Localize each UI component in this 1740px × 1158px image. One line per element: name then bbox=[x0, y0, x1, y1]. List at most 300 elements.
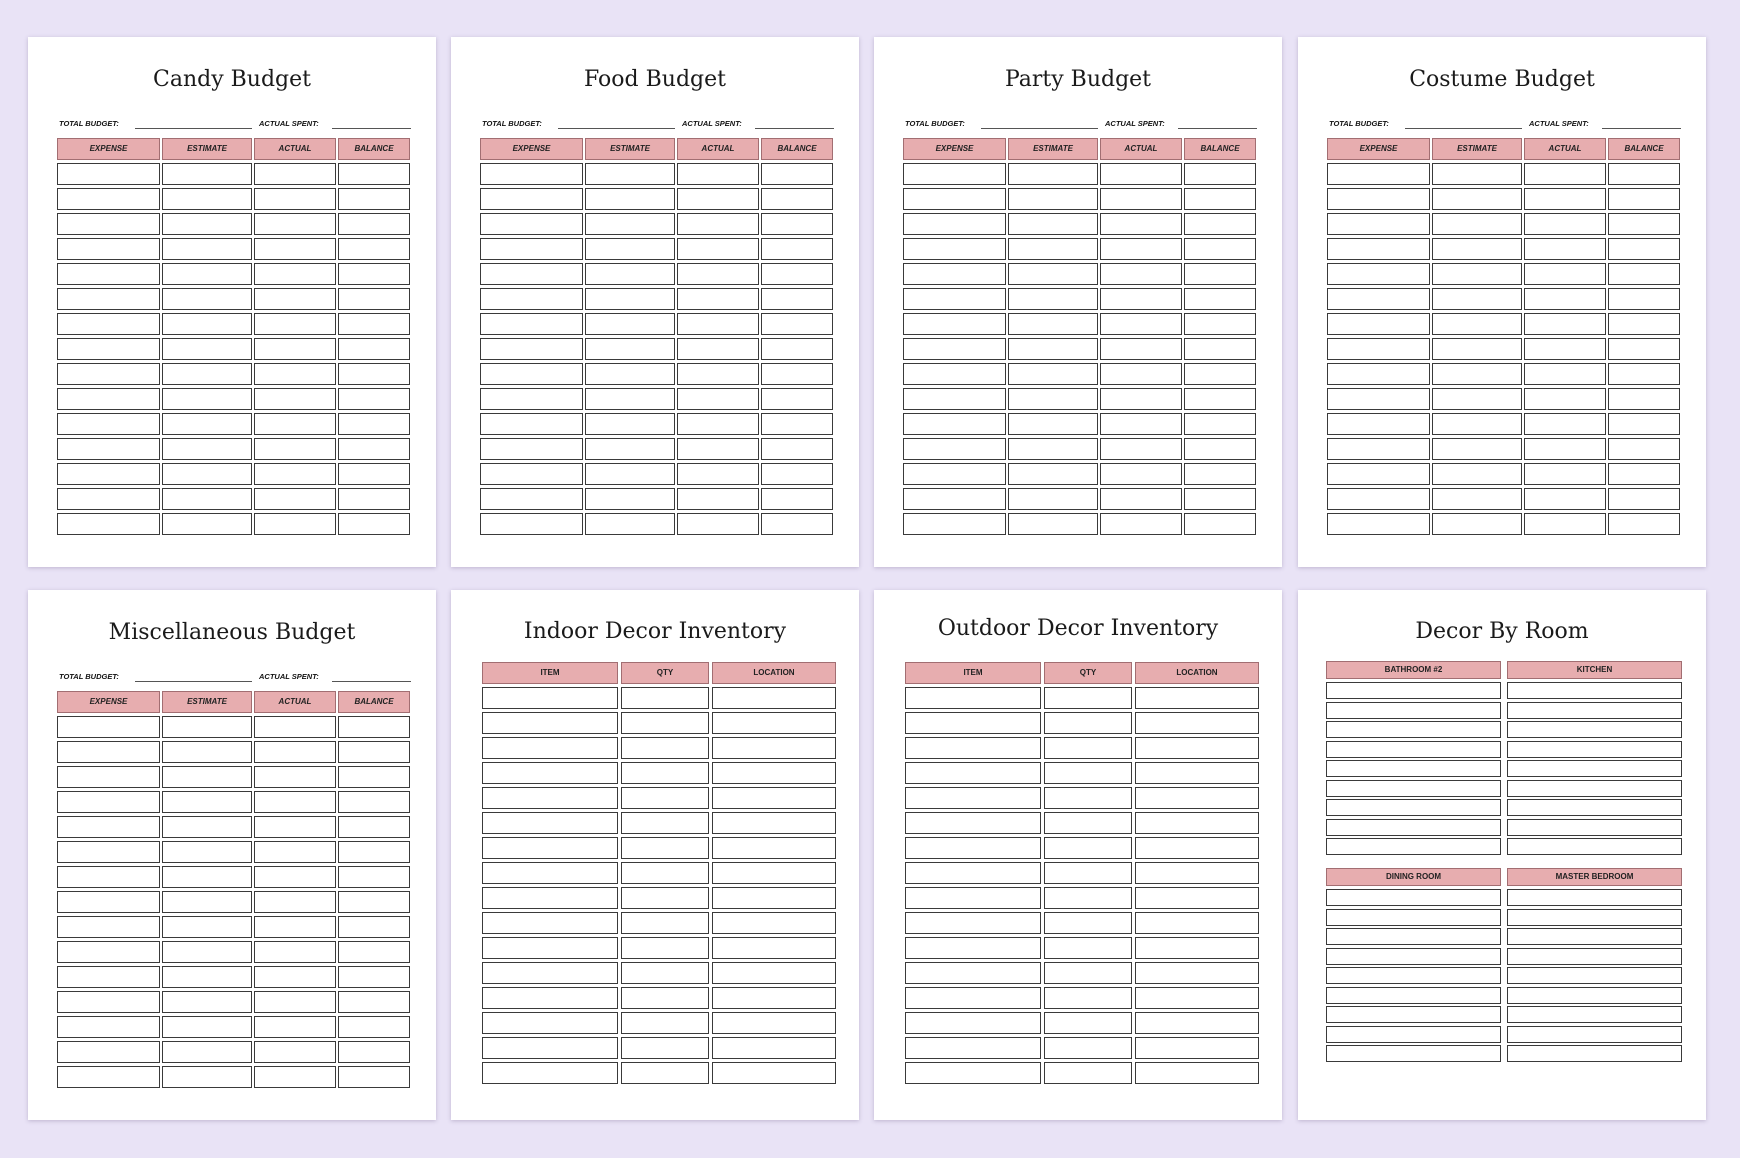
table-cell-item[interactable] bbox=[482, 1037, 618, 1059]
table-cell-balance[interactable] bbox=[1184, 463, 1256, 485]
table-cell-estimate[interactable] bbox=[162, 188, 252, 210]
table-cell-balance[interactable] bbox=[761, 263, 833, 285]
table-cell-balance[interactable] bbox=[1608, 513, 1680, 535]
table-cell-balance[interactable] bbox=[761, 488, 833, 510]
table-cell-expense[interactable] bbox=[57, 363, 160, 385]
table-cell-actual[interactable] bbox=[254, 816, 336, 838]
table-cell-actual[interactable] bbox=[1524, 263, 1606, 285]
table-cell-actual[interactable] bbox=[254, 966, 336, 988]
table-cell-location[interactable] bbox=[712, 912, 836, 934]
table-cell-estimate[interactable] bbox=[1432, 188, 1522, 210]
table-cell-balance[interactable] bbox=[1184, 338, 1256, 360]
table-cell-qty[interactable] bbox=[621, 712, 709, 734]
room-line[interactable] bbox=[1326, 1026, 1501, 1043]
table-cell-estimate[interactable] bbox=[1008, 413, 1098, 435]
table-cell-balance[interactable] bbox=[338, 891, 410, 913]
table-cell-balance[interactable] bbox=[338, 263, 410, 285]
table-cell-balance[interactable] bbox=[761, 288, 833, 310]
table-cell-balance[interactable] bbox=[761, 438, 833, 460]
table-cell-actual[interactable] bbox=[677, 163, 759, 185]
room-line[interactable] bbox=[1326, 721, 1501, 738]
table-cell-expense[interactable] bbox=[57, 1041, 160, 1063]
table-cell-actual[interactable] bbox=[254, 338, 336, 360]
total-budget-field[interactable] bbox=[981, 128, 1098, 129]
table-cell-balance[interactable] bbox=[338, 163, 410, 185]
table-cell-actual[interactable] bbox=[1524, 238, 1606, 260]
table-cell-expense[interactable] bbox=[480, 413, 583, 435]
table-cell-expense[interactable] bbox=[903, 438, 1006, 460]
table-cell-actual[interactable] bbox=[1524, 488, 1606, 510]
table-cell-actual[interactable] bbox=[1524, 513, 1606, 535]
table-cell-actual[interactable] bbox=[1524, 413, 1606, 435]
table-cell-estimate[interactable] bbox=[585, 438, 675, 460]
table-cell-actual[interactable] bbox=[677, 288, 759, 310]
table-cell-location[interactable] bbox=[1135, 1037, 1259, 1059]
table-cell-balance[interactable] bbox=[338, 463, 410, 485]
table-cell-actual[interactable] bbox=[254, 916, 336, 938]
table-cell-item[interactable] bbox=[482, 987, 618, 1009]
table-cell-actual[interactable] bbox=[677, 213, 759, 235]
table-cell-actual[interactable] bbox=[1524, 363, 1606, 385]
table-cell-item[interactable] bbox=[482, 912, 618, 934]
table-cell-balance[interactable] bbox=[1184, 513, 1256, 535]
room-line[interactable] bbox=[1507, 987, 1682, 1004]
table-cell-actual[interactable] bbox=[254, 1066, 336, 1088]
table-cell-estimate[interactable] bbox=[162, 363, 252, 385]
table-cell-actual[interactable] bbox=[1524, 388, 1606, 410]
table-cell-location[interactable] bbox=[712, 737, 836, 759]
room-line[interactable] bbox=[1507, 780, 1682, 797]
table-cell-balance[interactable] bbox=[1608, 288, 1680, 310]
table-cell-estimate[interactable] bbox=[162, 991, 252, 1013]
table-cell-actual[interactable] bbox=[1100, 188, 1182, 210]
table-cell-actual[interactable] bbox=[1100, 388, 1182, 410]
table-cell-qty[interactable] bbox=[1044, 937, 1132, 959]
table-cell-estimate[interactable] bbox=[1008, 463, 1098, 485]
table-cell-qty[interactable] bbox=[1044, 762, 1132, 784]
table-cell-expense[interactable] bbox=[903, 163, 1006, 185]
room-line[interactable] bbox=[1326, 702, 1501, 719]
table-cell-estimate[interactable] bbox=[1008, 263, 1098, 285]
table-cell-balance[interactable] bbox=[338, 213, 410, 235]
table-cell-estimate[interactable] bbox=[162, 841, 252, 863]
table-cell-qty[interactable] bbox=[621, 887, 709, 909]
actual-spent-field[interactable] bbox=[332, 128, 411, 129]
table-cell-actual[interactable] bbox=[1524, 188, 1606, 210]
table-cell-actual[interactable] bbox=[1100, 213, 1182, 235]
table-cell-balance[interactable] bbox=[338, 866, 410, 888]
room-line[interactable] bbox=[1507, 760, 1682, 777]
table-cell-actual[interactable] bbox=[1100, 438, 1182, 460]
table-cell-balance[interactable] bbox=[338, 413, 410, 435]
table-cell-expense[interactable] bbox=[57, 841, 160, 863]
table-cell-balance[interactable] bbox=[1608, 463, 1680, 485]
table-cell-estimate[interactable] bbox=[162, 388, 252, 410]
table-cell-actual[interactable] bbox=[254, 188, 336, 210]
table-cell-balance[interactable] bbox=[761, 463, 833, 485]
table-cell-estimate[interactable] bbox=[585, 188, 675, 210]
table-cell-balance[interactable] bbox=[338, 313, 410, 335]
table-cell-balance[interactable] bbox=[1184, 413, 1256, 435]
table-cell-expense[interactable] bbox=[1327, 413, 1430, 435]
table-cell-expense[interactable] bbox=[480, 288, 583, 310]
table-cell-balance[interactable] bbox=[338, 966, 410, 988]
table-cell-expense[interactable] bbox=[57, 791, 160, 813]
table-cell-actual[interactable] bbox=[1100, 263, 1182, 285]
table-cell-expense[interactable] bbox=[903, 313, 1006, 335]
table-cell-balance[interactable] bbox=[338, 388, 410, 410]
table-cell-actual[interactable] bbox=[1524, 463, 1606, 485]
room-line[interactable] bbox=[1326, 967, 1501, 984]
table-cell-expense[interactable] bbox=[903, 288, 1006, 310]
table-cell-item[interactable] bbox=[482, 937, 618, 959]
table-cell-balance[interactable] bbox=[1608, 488, 1680, 510]
table-cell-estimate[interactable] bbox=[1432, 288, 1522, 310]
table-cell-estimate[interactable] bbox=[162, 791, 252, 813]
table-cell-estimate[interactable] bbox=[1008, 288, 1098, 310]
table-cell-balance[interactable] bbox=[761, 238, 833, 260]
table-cell-estimate[interactable] bbox=[1432, 263, 1522, 285]
table-cell-qty[interactable] bbox=[621, 912, 709, 934]
table-cell-balance[interactable] bbox=[1184, 363, 1256, 385]
table-cell-expense[interactable] bbox=[903, 213, 1006, 235]
table-cell-estimate[interactable] bbox=[1008, 213, 1098, 235]
table-cell-expense[interactable] bbox=[903, 238, 1006, 260]
table-cell-estimate[interactable] bbox=[162, 966, 252, 988]
room-line[interactable] bbox=[1326, 1045, 1501, 1062]
table-cell-actual[interactable] bbox=[1100, 363, 1182, 385]
actual-spent-field[interactable] bbox=[1178, 128, 1257, 129]
table-cell-location[interactable] bbox=[1135, 887, 1259, 909]
table-cell-actual[interactable] bbox=[254, 766, 336, 788]
table-cell-estimate[interactable] bbox=[162, 513, 252, 535]
table-cell-item[interactable] bbox=[905, 837, 1041, 859]
table-cell-item[interactable] bbox=[905, 862, 1041, 884]
table-cell-expense[interactable] bbox=[57, 288, 160, 310]
table-cell-estimate[interactable] bbox=[162, 716, 252, 738]
table-cell-balance[interactable] bbox=[761, 363, 833, 385]
table-cell-estimate[interactable] bbox=[1008, 513, 1098, 535]
table-cell-expense[interactable] bbox=[1327, 388, 1430, 410]
table-cell-estimate[interactable] bbox=[1008, 363, 1098, 385]
table-cell-actual[interactable] bbox=[254, 163, 336, 185]
room-line[interactable] bbox=[1326, 1006, 1501, 1023]
table-cell-expense[interactable] bbox=[480, 213, 583, 235]
table-cell-estimate[interactable] bbox=[1432, 213, 1522, 235]
table-cell-location[interactable] bbox=[1135, 1062, 1259, 1084]
room-line[interactable] bbox=[1507, 909, 1682, 926]
table-cell-estimate[interactable] bbox=[162, 866, 252, 888]
table-cell-actual[interactable] bbox=[1100, 238, 1182, 260]
table-cell-expense[interactable] bbox=[1327, 188, 1430, 210]
table-cell-estimate[interactable] bbox=[585, 338, 675, 360]
table-cell-balance[interactable] bbox=[1184, 263, 1256, 285]
table-cell-actual[interactable] bbox=[254, 413, 336, 435]
table-cell-estimate[interactable] bbox=[585, 313, 675, 335]
table-cell-balance[interactable] bbox=[1184, 213, 1256, 235]
table-cell-balance[interactable] bbox=[1608, 438, 1680, 460]
table-cell-item[interactable] bbox=[482, 837, 618, 859]
table-cell-balance[interactable] bbox=[761, 513, 833, 535]
table-cell-actual[interactable] bbox=[1100, 288, 1182, 310]
table-cell-expense[interactable] bbox=[57, 991, 160, 1013]
table-cell-expense[interactable] bbox=[57, 891, 160, 913]
total-budget-field[interactable] bbox=[1405, 128, 1522, 129]
table-cell-actual[interactable] bbox=[254, 513, 336, 535]
table-cell-balance[interactable] bbox=[761, 338, 833, 360]
table-cell-location[interactable] bbox=[712, 787, 836, 809]
table-cell-expense[interactable] bbox=[480, 313, 583, 335]
table-cell-expense[interactable] bbox=[1327, 163, 1430, 185]
table-cell-estimate[interactable] bbox=[162, 338, 252, 360]
table-cell-estimate[interactable] bbox=[585, 363, 675, 385]
table-cell-actual[interactable] bbox=[254, 716, 336, 738]
table-cell-expense[interactable] bbox=[57, 188, 160, 210]
table-cell-expense[interactable] bbox=[903, 388, 1006, 410]
table-cell-estimate[interactable] bbox=[585, 163, 675, 185]
table-cell-item[interactable] bbox=[482, 712, 618, 734]
room-line[interactable] bbox=[1507, 928, 1682, 945]
room-line[interactable] bbox=[1507, 889, 1682, 906]
room-line[interactable] bbox=[1507, 1045, 1682, 1062]
table-cell-location[interactable] bbox=[1135, 912, 1259, 934]
table-cell-actual[interactable] bbox=[1524, 438, 1606, 460]
table-cell-expense[interactable] bbox=[57, 338, 160, 360]
table-cell-balance[interactable] bbox=[338, 791, 410, 813]
table-cell-estimate[interactable] bbox=[162, 916, 252, 938]
table-cell-estimate[interactable] bbox=[1008, 188, 1098, 210]
table-cell-expense[interactable] bbox=[57, 413, 160, 435]
table-cell-expense[interactable] bbox=[57, 766, 160, 788]
table-cell-estimate[interactable] bbox=[1432, 488, 1522, 510]
table-cell-qty[interactable] bbox=[621, 812, 709, 834]
actual-spent-field[interactable] bbox=[1602, 128, 1681, 129]
table-cell-expense[interactable] bbox=[1327, 513, 1430, 535]
table-cell-estimate[interactable] bbox=[162, 1041, 252, 1063]
table-cell-estimate[interactable] bbox=[162, 463, 252, 485]
table-cell-balance[interactable] bbox=[1608, 413, 1680, 435]
table-cell-expense[interactable] bbox=[57, 816, 160, 838]
table-cell-item[interactable] bbox=[905, 762, 1041, 784]
table-cell-qty[interactable] bbox=[1044, 737, 1132, 759]
room-line[interactable] bbox=[1326, 889, 1501, 906]
table-cell-balance[interactable] bbox=[338, 816, 410, 838]
table-cell-balance[interactable] bbox=[761, 413, 833, 435]
table-cell-balance[interactable] bbox=[1184, 188, 1256, 210]
table-cell-qty[interactable] bbox=[1044, 787, 1132, 809]
table-cell-estimate[interactable] bbox=[162, 313, 252, 335]
room-line[interactable] bbox=[1326, 948, 1501, 965]
table-cell-item[interactable] bbox=[482, 762, 618, 784]
table-cell-qty[interactable] bbox=[621, 1062, 709, 1084]
table-cell-balance[interactable] bbox=[338, 991, 410, 1013]
table-cell-balance[interactable] bbox=[761, 188, 833, 210]
table-cell-estimate[interactable] bbox=[585, 213, 675, 235]
table-cell-item[interactable] bbox=[482, 737, 618, 759]
table-cell-expense[interactable] bbox=[480, 338, 583, 360]
table-cell-estimate[interactable] bbox=[585, 238, 675, 260]
table-cell-expense[interactable] bbox=[903, 263, 1006, 285]
table-cell-actual[interactable] bbox=[254, 741, 336, 763]
table-cell-estimate[interactable] bbox=[585, 488, 675, 510]
table-cell-expense[interactable] bbox=[1327, 213, 1430, 235]
table-cell-qty[interactable] bbox=[1044, 887, 1132, 909]
table-cell-expense[interactable] bbox=[57, 866, 160, 888]
table-cell-estimate[interactable] bbox=[162, 263, 252, 285]
table-cell-actual[interactable] bbox=[1524, 213, 1606, 235]
table-cell-estimate[interactable] bbox=[1432, 388, 1522, 410]
table-cell-expense[interactable] bbox=[1327, 438, 1430, 460]
table-cell-qty[interactable] bbox=[1044, 812, 1132, 834]
table-cell-location[interactable] bbox=[712, 712, 836, 734]
total-budget-field[interactable] bbox=[558, 128, 675, 129]
room-line[interactable] bbox=[1326, 682, 1501, 699]
table-cell-actual[interactable] bbox=[677, 363, 759, 385]
table-cell-expense[interactable] bbox=[57, 513, 160, 535]
table-cell-expense[interactable] bbox=[903, 463, 1006, 485]
table-cell-actual[interactable] bbox=[677, 188, 759, 210]
table-cell-qty[interactable] bbox=[1044, 1012, 1132, 1034]
table-cell-location[interactable] bbox=[712, 1062, 836, 1084]
table-cell-expense[interactable] bbox=[1327, 463, 1430, 485]
table-cell-expense[interactable] bbox=[480, 388, 583, 410]
table-cell-actual[interactable] bbox=[254, 1041, 336, 1063]
table-cell-estimate[interactable] bbox=[162, 1066, 252, 1088]
table-cell-expense[interactable] bbox=[903, 488, 1006, 510]
table-cell-balance[interactable] bbox=[338, 941, 410, 963]
table-cell-item[interactable] bbox=[482, 962, 618, 984]
table-cell-qty[interactable] bbox=[1044, 862, 1132, 884]
table-cell-estimate[interactable] bbox=[1432, 463, 1522, 485]
table-cell-estimate[interactable] bbox=[1432, 163, 1522, 185]
table-cell-item[interactable] bbox=[482, 1012, 618, 1034]
table-cell-balance[interactable] bbox=[761, 313, 833, 335]
room-line[interactable] bbox=[1507, 967, 1682, 984]
table-cell-item[interactable] bbox=[905, 712, 1041, 734]
table-cell-expense[interactable] bbox=[57, 388, 160, 410]
table-cell-estimate[interactable] bbox=[162, 941, 252, 963]
table-cell-estimate[interactable] bbox=[1008, 163, 1098, 185]
table-cell-estimate[interactable] bbox=[1432, 338, 1522, 360]
table-cell-estimate[interactable] bbox=[1008, 388, 1098, 410]
room-line[interactable] bbox=[1326, 838, 1501, 855]
table-cell-location[interactable] bbox=[712, 812, 836, 834]
table-cell-balance[interactable] bbox=[1184, 313, 1256, 335]
table-cell-expense[interactable] bbox=[480, 263, 583, 285]
table-cell-estimate[interactable] bbox=[162, 891, 252, 913]
table-cell-expense[interactable] bbox=[57, 313, 160, 335]
table-cell-estimate[interactable] bbox=[585, 413, 675, 435]
table-cell-expense[interactable] bbox=[480, 463, 583, 485]
table-cell-location[interactable] bbox=[1135, 837, 1259, 859]
table-cell-expense[interactable] bbox=[903, 513, 1006, 535]
table-cell-balance[interactable] bbox=[1608, 188, 1680, 210]
table-cell-qty[interactable] bbox=[621, 862, 709, 884]
table-cell-balance[interactable] bbox=[338, 338, 410, 360]
table-cell-actual[interactable] bbox=[677, 388, 759, 410]
table-cell-balance[interactable] bbox=[338, 916, 410, 938]
table-cell-estimate[interactable] bbox=[162, 413, 252, 435]
total-budget-field[interactable] bbox=[135, 128, 252, 129]
table-cell-balance[interactable] bbox=[1608, 263, 1680, 285]
table-cell-balance[interactable] bbox=[338, 188, 410, 210]
table-cell-balance[interactable] bbox=[338, 716, 410, 738]
table-cell-expense[interactable] bbox=[57, 941, 160, 963]
table-cell-expense[interactable] bbox=[1327, 338, 1430, 360]
table-cell-estimate[interactable] bbox=[1008, 238, 1098, 260]
table-cell-expense[interactable] bbox=[57, 716, 160, 738]
room-line[interactable] bbox=[1507, 948, 1682, 965]
table-cell-estimate[interactable] bbox=[1008, 313, 1098, 335]
table-cell-balance[interactable] bbox=[338, 766, 410, 788]
table-cell-estimate[interactable] bbox=[1008, 338, 1098, 360]
table-cell-expense[interactable] bbox=[480, 488, 583, 510]
table-cell-estimate[interactable] bbox=[162, 213, 252, 235]
table-cell-qty[interactable] bbox=[1044, 837, 1132, 859]
table-cell-item[interactable] bbox=[905, 687, 1041, 709]
table-cell-actual[interactable] bbox=[1524, 313, 1606, 335]
table-cell-qty[interactable] bbox=[621, 687, 709, 709]
table-cell-qty[interactable] bbox=[621, 737, 709, 759]
table-cell-balance[interactable] bbox=[338, 438, 410, 460]
table-cell-actual[interactable] bbox=[677, 238, 759, 260]
table-cell-balance[interactable] bbox=[338, 513, 410, 535]
table-cell-location[interactable] bbox=[1135, 937, 1259, 959]
table-cell-expense[interactable] bbox=[1327, 263, 1430, 285]
table-cell-estimate[interactable] bbox=[162, 488, 252, 510]
table-cell-item[interactable] bbox=[905, 1012, 1041, 1034]
table-cell-balance[interactable] bbox=[1184, 438, 1256, 460]
table-cell-actual[interactable] bbox=[254, 991, 336, 1013]
room-line[interactable] bbox=[1507, 1006, 1682, 1023]
table-cell-actual[interactable] bbox=[677, 513, 759, 535]
table-cell-item[interactable] bbox=[482, 812, 618, 834]
table-cell-estimate[interactable] bbox=[162, 741, 252, 763]
room-line[interactable] bbox=[1326, 799, 1501, 816]
table-cell-actual[interactable] bbox=[677, 413, 759, 435]
table-cell-item[interactable] bbox=[905, 737, 1041, 759]
table-cell-estimate[interactable] bbox=[162, 1016, 252, 1038]
table-cell-expense[interactable] bbox=[1327, 363, 1430, 385]
total-budget-field[interactable] bbox=[135, 681, 252, 682]
table-cell-location[interactable] bbox=[1135, 1012, 1259, 1034]
table-cell-estimate[interactable] bbox=[162, 816, 252, 838]
room-line[interactable] bbox=[1507, 741, 1682, 758]
table-cell-actual[interactable] bbox=[254, 263, 336, 285]
table-cell-expense[interactable] bbox=[1327, 488, 1430, 510]
table-cell-actual[interactable] bbox=[254, 288, 336, 310]
table-cell-balance[interactable] bbox=[338, 841, 410, 863]
room-line[interactable] bbox=[1507, 799, 1682, 816]
table-cell-estimate[interactable] bbox=[1432, 413, 1522, 435]
table-cell-balance[interactable] bbox=[761, 163, 833, 185]
table-cell-balance[interactable] bbox=[1608, 388, 1680, 410]
table-cell-expense[interactable] bbox=[903, 363, 1006, 385]
table-cell-qty[interactable] bbox=[621, 1037, 709, 1059]
table-cell-actual[interactable] bbox=[254, 438, 336, 460]
table-cell-location[interactable] bbox=[712, 937, 836, 959]
table-cell-location[interactable] bbox=[712, 687, 836, 709]
table-cell-estimate[interactable] bbox=[1432, 363, 1522, 385]
table-cell-expense[interactable] bbox=[480, 513, 583, 535]
table-cell-balance[interactable] bbox=[1184, 238, 1256, 260]
table-cell-location[interactable] bbox=[1135, 737, 1259, 759]
table-cell-qty[interactable] bbox=[621, 962, 709, 984]
table-cell-expense[interactable] bbox=[480, 363, 583, 385]
table-cell-expense[interactable] bbox=[57, 263, 160, 285]
table-cell-balance[interactable] bbox=[1184, 488, 1256, 510]
table-cell-estimate[interactable] bbox=[585, 463, 675, 485]
